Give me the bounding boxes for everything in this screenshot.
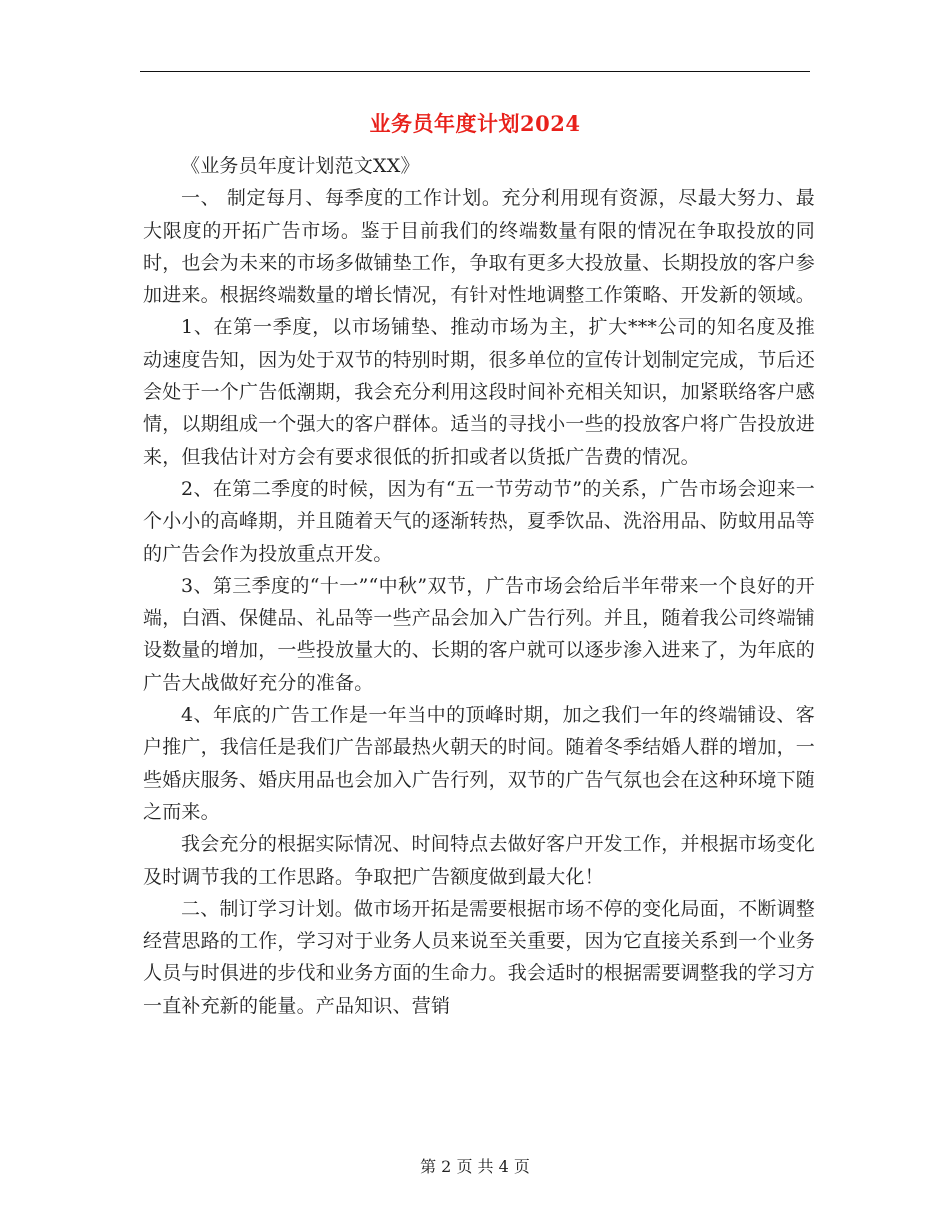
header-rule: [140, 71, 810, 72]
page-number: 第 2 页 共 4 页: [420, 1157, 530, 1176]
paragraph-q2: 2、在第二季度的时候，因为有“五一节劳动节”的关系，广告市场会迎来一个小小的高峰期，并且随着天气的逐渐转热，夏季饮品、洗浴用品、防蚊用品等的广告会作为投放重点开发。: [143, 477, 816, 565]
paragraph-q1: 1、在第一季度，以市场铺垫、推动市场为主，扩大***公司的知名度及推动速度告知，因为处于双节的特别时期，很多单位的宣传计划制定完成，节后还会处于一个广告低潮期，我会充分利用这段时间补充相关知识，加紧联络客户感情，以期组成一个强大的客户群体。适当的寻找小一些的投放客户将广告投放进来，但我估计对方会有要求很低的折扣或者以货抵广告费的情况。: [143, 316, 816, 468]
document-title: 业务员年度计划2024: [369, 111, 581, 136]
subtitle-paragraph: 《业务员年度计划范文XX》: [181, 155, 420, 177]
paragraph-q4: 4、年底的广告工作是一年当中的顶峰时期，加之我们一年的终端铺设、客户推广，我信任是我们广告部最热火朝天的时间。随着冬季结婚人群的增加，一些婚庆服务、婚庆用品也会加入广告行列，双节的广告气氛也会在这种环境下随之而来。: [143, 704, 816, 823]
paragraph-q3: 3、第三季度的“十一”“中秋”双节，广告市场会给后半年带来一个良好的开端，白酒、保健品、礼品等一些产品会加入广告行列。并且，随着我公司终端铺设数量的增加，一些投放量大的、长期的客户就可以逐步渗入进来了，为年底的广告大战做好充分的准备。: [143, 574, 816, 694]
paragraph-work-plan: 一、 制定每月、每季度的工作计划。充分利用现有资源，尽最大努力、最大限度的开拓广告市场。鉴于目前我们的终端数量有限的情况在争取投放的同时，也会为未来的市场多做铺垫工作，争取有更多大投放量、长期投放的客户参加进来。根据终端数量的增长情况，有针对性地调整工作策略、开发新的领域。: [143, 187, 816, 307]
paragraph-summary: 我会充分的根据实际情况、时间特点去做好客户开发工作，并根据市场变化及时调节我的工作思路。争取把广告额度做到最大化！: [143, 833, 815, 888]
paragraph-study-plan: 二、制订学习计划。做市场开拓是需要根据市场不停的变化局面，不断调整经营思路的工作，学习对于业务人员来说至关重要，因为它直接关系到一个业务人员与时俱进的步伐和业务方面的生命力。我会适时的根据需要调整我的学习方一直补充新的能量。产品知识、营销: [143, 897, 816, 1017]
document-body: [143, 150, 815, 1022]
